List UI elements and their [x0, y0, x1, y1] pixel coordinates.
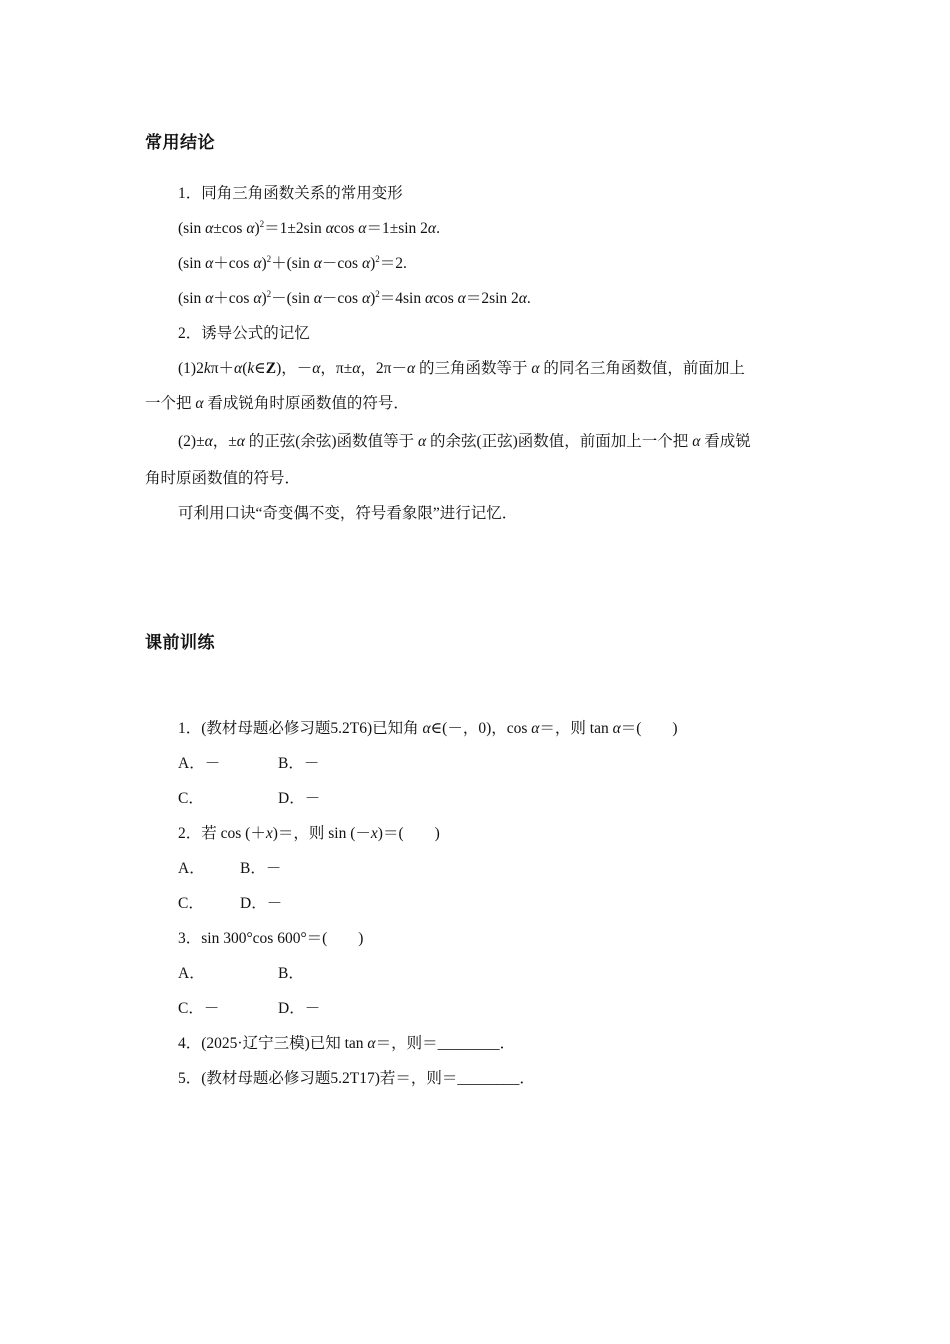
- rule-2-line-2: 角时原函数值的符号．: [145, 470, 301, 487]
- identity-line-1: (sin α±cos α)$^2$＝1±2sin αcos α＝1±sin 2α.: [178, 219, 440, 237]
- question-2-option-a[interactable]: A．: [178, 860, 205, 877]
- question-2-option-b[interactable]: B．－: [240, 860, 282, 877]
- section-title-common-conclusions: 常用结论: [145, 133, 215, 153]
- section-title-pre-class-practice: 课前训练: [145, 633, 215, 653]
- question-1-option-a[interactable]: A．－: [178, 755, 221, 772]
- item-1-heading: 1．同角三角函数关系的常用变形: [178, 185, 403, 202]
- question-2-option-d[interactable]: D．－: [240, 895, 283, 912]
- question-3-stem: 3．sin 300°cos 600°＝( ): [178, 930, 364, 947]
- rule-1-rest: 一个把: [145, 395, 192, 412]
- rule-2-line-1: (2)±α，±α 的正弦(余弦)函数值等于 α 的余弦(正弦)函数值，前面加上一个把 α 看成锐: [178, 433, 751, 450]
- question-3-option-b[interactable]: B．: [278, 965, 304, 982]
- question-4-tail: ＝，则＝________．: [375, 1035, 516, 1052]
- item-2-heading: 2．诱导公式的记忆: [178, 325, 310, 342]
- question-2-stem: 2．若 cos (＋x)＝，则 sin (－x)＝( ): [178, 825, 440, 842]
- identity-line-3: (sin α＋cos α)$^2$－(sin α－cos α)$^2$＝4sin αcos α＝2sin 2α.: [178, 289, 531, 307]
- rule-1-rest2: 看成锐角时原函数值的符号．: [207, 395, 409, 412]
- rule-1-prefix: (1)2: [178, 360, 204, 377]
- question-1-stem: 1．(教材母题必修习题5.2T6)已知角 α∈(－，0)，cos α＝，则 tan α＝( ): [178, 720, 678, 737]
- rule-1-line-2: 一个把 α 看成锐角时原函数值的符号．: [145, 395, 409, 412]
- question-5-stem: 5．(教材母题必修习题5.2T17)若＝，则＝________．: [178, 1070, 535, 1087]
- question-3-option-d[interactable]: D．－: [278, 1000, 321, 1017]
- question-1-option-b[interactable]: B．－: [278, 755, 320, 772]
- rule-1-line-1: (1)2kπ＋α(k∈Z)，－α，π±α，2π－α 的三角函数等于 α 的同名三角函数值，前面加上: [178, 360, 745, 377]
- question-1-option-d[interactable]: D．－: [278, 790, 321, 807]
- question-1-stem-text: 1．(教材母题必修习题5.2T6)已知角: [178, 720, 419, 737]
- question-1-option-c[interactable]: C．: [178, 790, 204, 807]
- question-2-option-c[interactable]: C．: [178, 895, 204, 912]
- question-4-stem-text: 4．(2025·辽宁三模)已知 tan: [178, 1035, 364, 1052]
- mnemonic-line: 可利用口诀“奇变偶不变，符号看象限”进行记忆．: [178, 505, 518, 522]
- question-3-option-c[interactable]: C．－: [178, 1000, 220, 1017]
- question-3-option-a[interactable]: A．: [178, 965, 205, 982]
- identity-line-2: (sin α＋cos α)$^2$＋(sin α－cos α)$^2$＝2.: [178, 254, 407, 272]
- question-4-stem: 4．(2025·辽宁三模)已知 tan α＝，则＝________．: [178, 1035, 516, 1052]
